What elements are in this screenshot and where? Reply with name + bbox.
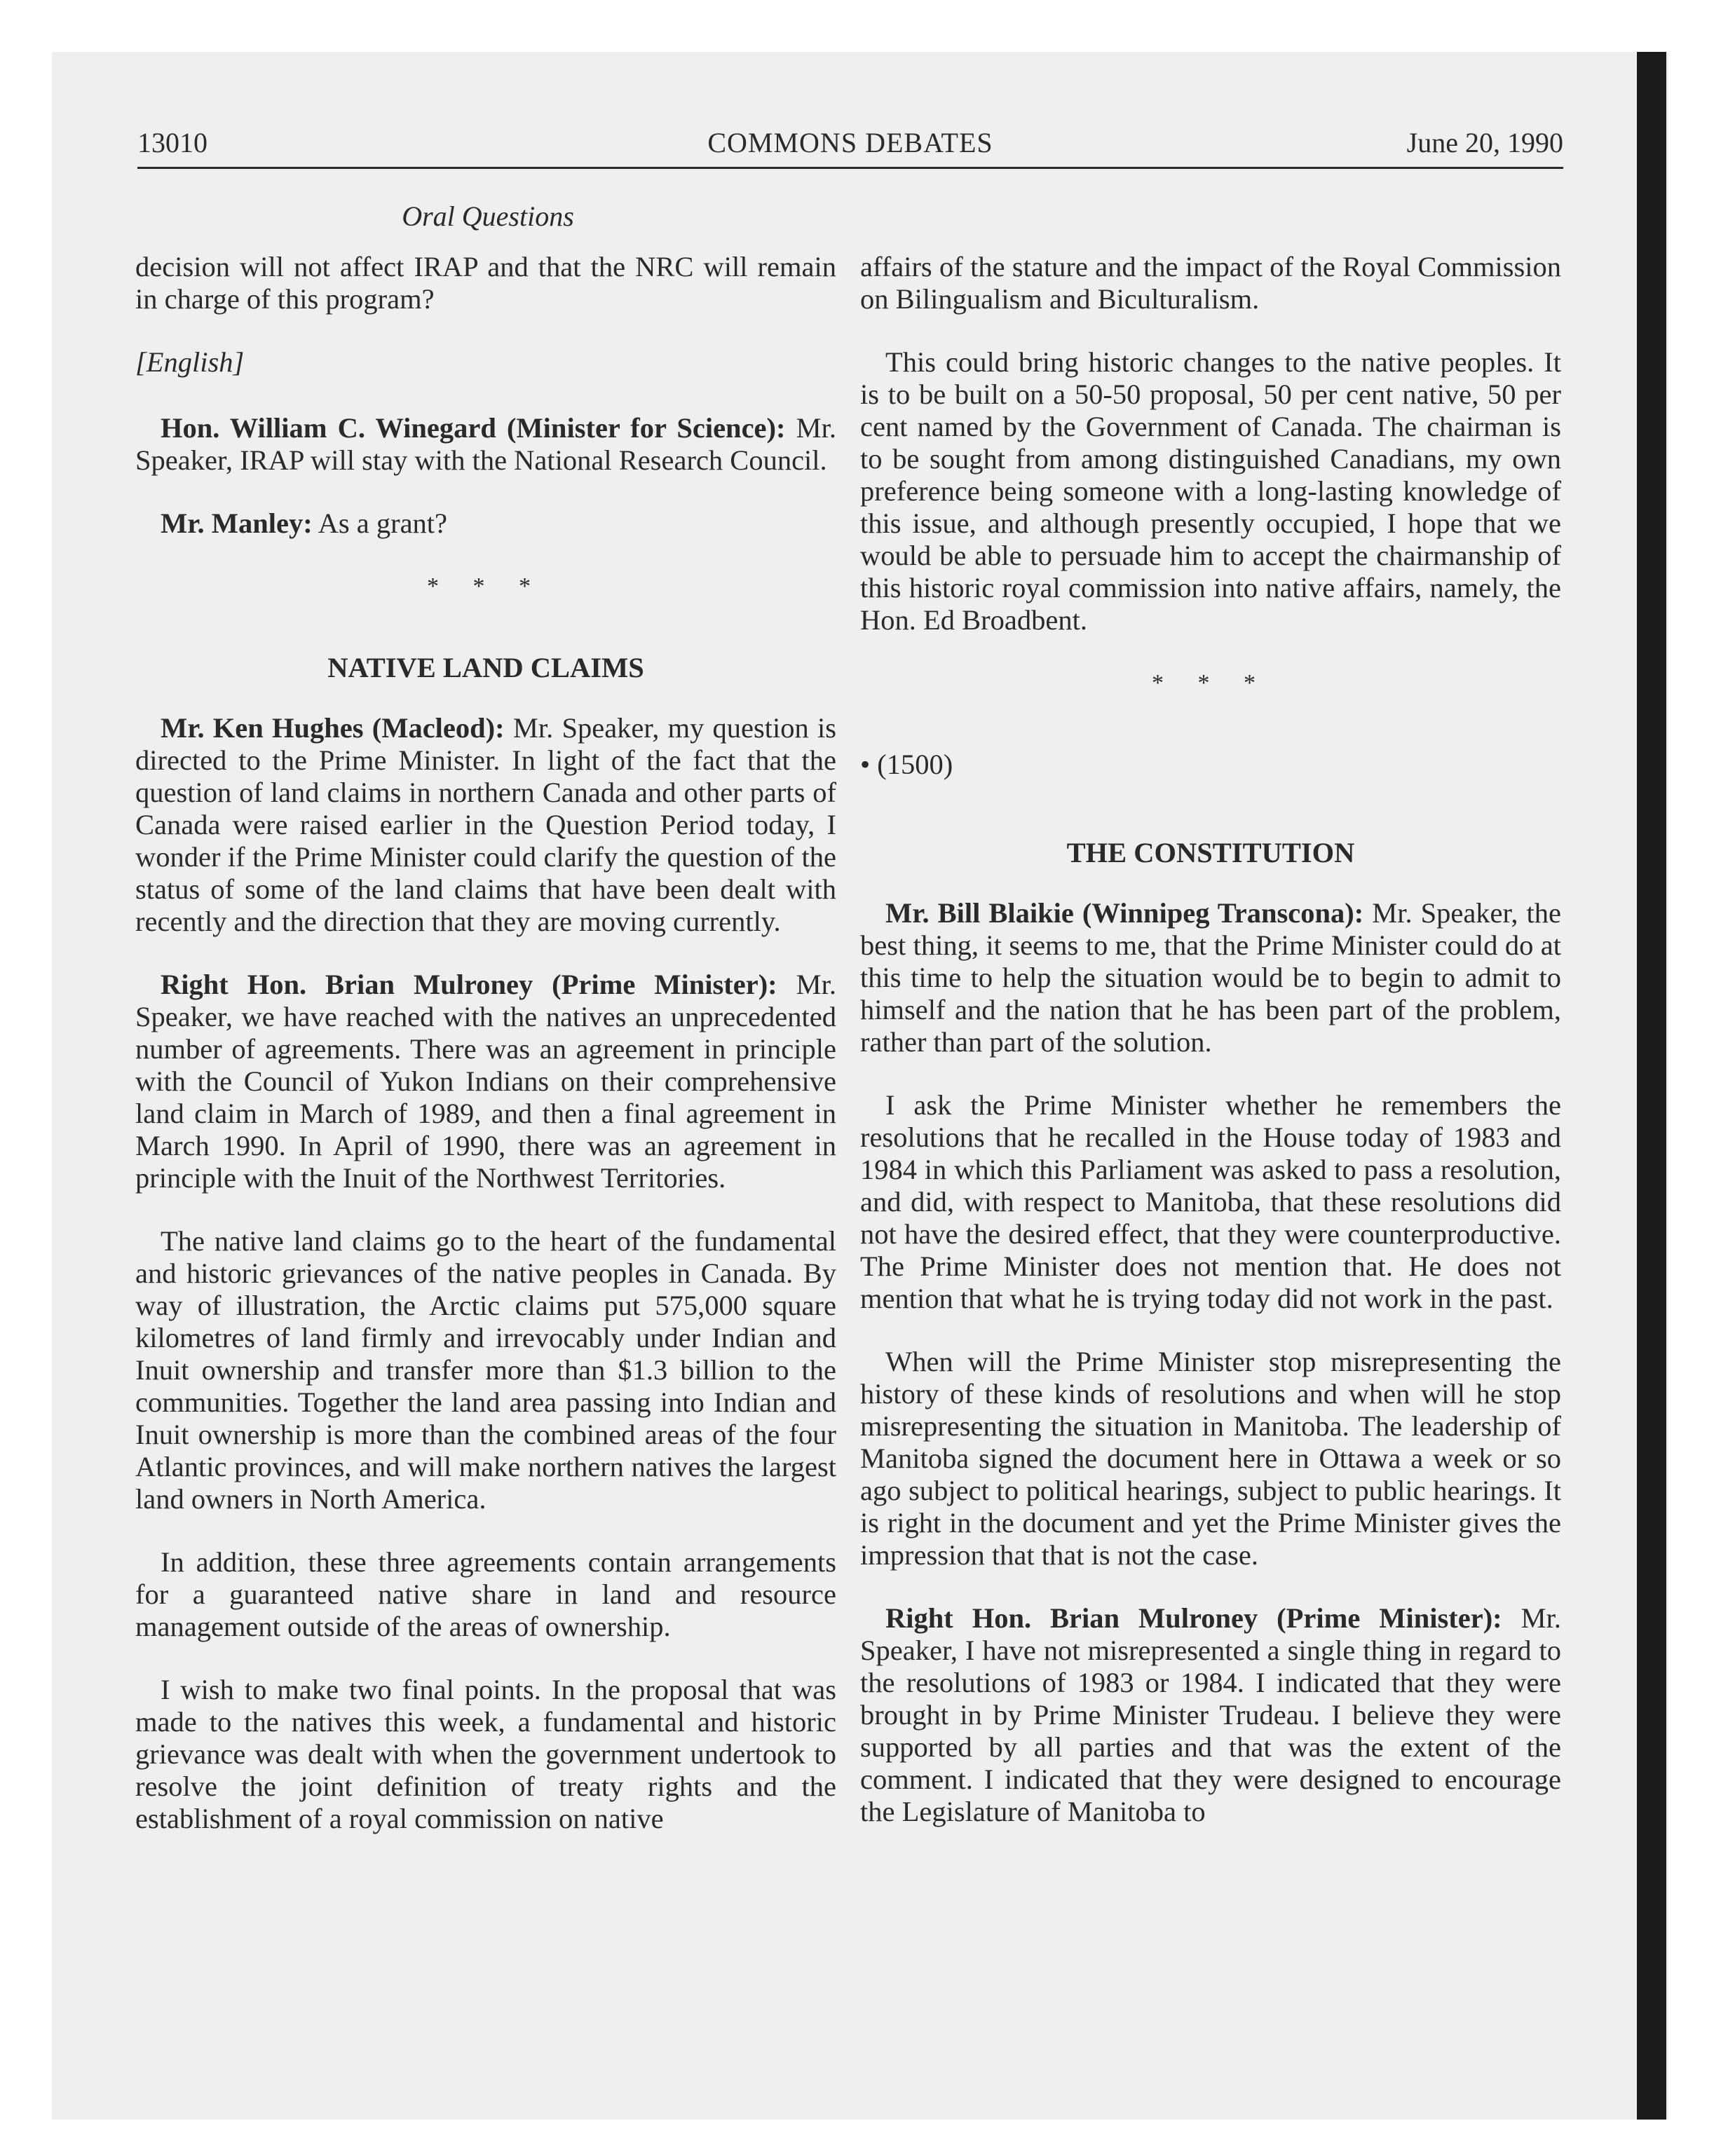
paragraph: I wish to make two final points. In the proposal that was made to the natives this week, a fundamental and historic grievance was dealt with when the government undertook to resolve the joint definition of treaty rights and the establishment of a royal commission on native [135, 1674, 836, 1834]
speaker-name: Mr. Manley: [161, 507, 313, 539]
speech-text: As a grant? [312, 507, 448, 539]
running-header [137, 126, 1563, 165]
speaker-name: Right Hon. Brian Mulroney (Prime Minister): [161, 969, 777, 1000]
speech-text: Mr. Speaker, I have not misrepresented a single thing in regard to the resolutions of 1983 or 1984. I indicated that they were brought in by Prime Minister Trudeau. I believe they were supported by all parties and that was the extent of the comment. I indicated that they were designed to encourage the Legislature of Manitoba to [860, 1602, 1561, 1827]
paragraph: In addition, these three agreements contain arrangements for a guaranteed native share in land and resource management outside of the areas of ownership. [135, 1546, 836, 1642]
paragraph: This could bring historic changes to the native peoples. It is to be built on a 50-50 proposal, 50 per cent native, 50 per cent named by the Government of Canada. The chairman is to be sought from among distinguished Canadians, my own preference being someone with a long-lasting knowledge of this issue, and although presently occupied, I hope that we would be able to persuade him to accept the chairmanship of this historic royal commission into native affairs, namely, the Hon. Ed Broadbent. [860, 346, 1561, 636]
time-marker: • (1500) [860, 749, 953, 780]
section-divider: * * * [427, 573, 545, 599]
publication-title: COMMONS DEBATES [707, 127, 993, 158]
issue-date: June 20, 1990 [1406, 127, 1563, 158]
speech [860, 1602, 1561, 1828]
speaker-name: Mr. Ken Hughes (Macleod): [161, 712, 505, 744]
speech [135, 412, 836, 477]
speech-text: Mr. Speaker, the best thing, it seems to me, that the Prime Minister could do at this time to help the situation would be to begin to admit to himself and the nation that he has been part of the problem, rather than part of the solution. [860, 897, 1561, 1058]
language-tag: [English] [135, 346, 245, 378]
speech-text: Mr. Speaker, my question is directed to the Prime Minister. In light of the fact that the question of land claims in northern Canada and other parts of Canada were raised earlier in the Question Period today, I wonder if the Prime Minister could clarify the question of the status of some of the land claims that have been dealt with recently and the direction that they are moving currently. [135, 712, 836, 937]
paragraph: decision will not affect IRAP and that the NRC will remain in charge of this program? [135, 251, 836, 315]
section-heading: THE CONSTITUTION [1066, 837, 1355, 868]
speaker-name: Right Hon. Brian Mulroney (Prime Minister): [885, 1602, 1502, 1634]
section-divider: * * * [1152, 670, 1270, 696]
left-column [135, 251, 836, 1866]
speech [135, 507, 836, 540]
speech [135, 712, 836, 938]
speech-text: Mr. Speaker, we have reached with the natives an unprecedented number of agreements. There was an agreement in principle with the Council of Yukon Indians on their comprehensive land claim in March of 1989, and then a final agreement in March 1990. In April of 1990, there was an agreement in principle with the Inuit of the Northwest Territories. [135, 969, 836, 1194]
binding-edge [1637, 52, 1666, 2120]
speaker-name: Mr. Bill Blaikie (Winnipeg Transcona): [885, 897, 1364, 929]
speaker-name: Hon. William C. Winegard (Minister for Science): [161, 412, 786, 444]
page-number: 13010 [137, 127, 207, 158]
paragraph: affairs of the stature and the impact of the Royal Commission on Bilingualism and Biculturalism. [860, 251, 1561, 315]
header-rule [137, 167, 1563, 169]
paragraph: The native land claims go to the heart of the fundamental and historic grievances of the native peoples in Canada. By way of illustration, the Arctic claims put 575,000 square kilometres of land firmly and irrevocably under Indian and Inuit ownership and transfer more than $1.3 billion to the communities. Together the land area passing into Indian and Inuit ownership is more than the combined areas of the four Atlantic provinces, and will make northern natives the largest land owners in North America. [135, 1225, 836, 1515]
section-label: Oral Questions [402, 200, 574, 232]
section-heading: NATIVE LAND CLAIMS [327, 652, 644, 683]
right-column [860, 251, 1561, 1859]
speech-text: Mr. Speaker, IRAP will stay with the National Research Council. [135, 412, 836, 476]
paragraph: I ask the Prime Minister whether he remembers the resolutions that he recalled in the House today of 1983 and 1984 in which this Parliament was asked to pass a resolution, and did, with respect to Manitoba, that these resolutions did not have the desired effect, that they were counterproductive. The Prime Minister does not mention that. He does not mention that what he is trying today did not work in the past. [860, 1089, 1561, 1314]
speech [135, 969, 836, 1194]
speech [860, 897, 1561, 1058]
paragraph: When will the Prime Minister stop misrepresenting the history of these kinds of resolutions and when will he stop misrepresenting the situation in Manitoba. The leadership of Manitoba signed the document here in Ottawa a week or so ago subject to political hearings, subject to public hearings. It is right in the document and yet the Prime Minister gives the impression that that is not the case. [860, 1346, 1561, 1571]
